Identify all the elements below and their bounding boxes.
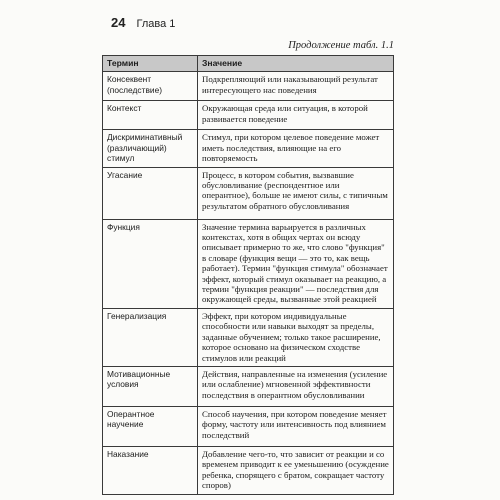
terms-table <box>102 55 394 495</box>
column-header-meaning: Значение <box>198 56 394 72</box>
meaning-cell: Подкрепляющий или наказывающий результат интересующего нас поведения <box>198 72 394 101</box>
meaning-cell: Эффект, при котором индивидуальные способности или навыки выходят за пределы, заданные обучением; только такое расширение, которое основано на физическом сходстве стимулов или реакций <box>198 308 394 366</box>
table-header-row <box>103 56 394 72</box>
meaning-cell: Процесс, в котором события, вызвавшие обусловливание (респондентное или оперантное), больше не имеют силы, с типичным результатом обратного обусловливания <box>198 167 394 219</box>
term-cell: Оперантное научение <box>103 406 198 446</box>
term-cell: Контекст <box>103 101 198 130</box>
running-head <box>111 15 175 30</box>
term-cell: Наказание <box>103 446 198 494</box>
term-cell: Генерализация <box>103 308 198 366</box>
term-cell: Угасание <box>103 167 198 219</box>
term-cell: Функция <box>103 219 198 308</box>
meaning-cell: Добавление чего-то, что зависит от реакции и со временем приводит к ее уменьшению (осуждение ребенка, спорящего с братом, сокращает частоту споров) <box>198 446 394 494</box>
term-cell: Мотивационные условия <box>103 366 198 406</box>
table-row <box>103 366 394 406</box>
meaning-cell: Окружающая среда или ситуация, в которой развивается поведение <box>198 101 394 130</box>
meaning-cell: Способ научения, при котором поведение меняет форму, частоту или интенсивность под влиянием последствий <box>198 406 394 446</box>
meaning-cell: Действия, направленные на изменения (усиление или ослабление) мгновенной эффективности последствия в оперантном обусловливании <box>198 366 394 406</box>
table-row <box>103 308 394 366</box>
table-continuation-note: Продолжение табл. 1.1 <box>288 40 394 51</box>
page-number: 24 <box>111 15 126 30</box>
table-row <box>103 219 394 308</box>
table-row <box>103 446 394 494</box>
meaning-cell: Стимул, при котором целевое поведение может иметь последствия, влияющие на его повторяемость <box>198 130 394 167</box>
table-row <box>103 101 394 130</box>
table-row <box>103 130 394 167</box>
term-cell: Консеквент (последствие) <box>103 72 198 101</box>
column-header-term: Термин <box>103 56 198 72</box>
table-row <box>103 72 394 101</box>
table-row <box>103 167 394 219</box>
term-cell: Дискриминативный (различающий) стимул <box>103 130 198 167</box>
chapter-title: Глава 1 <box>136 18 176 30</box>
table-row <box>103 406 394 446</box>
meaning-cell: Значение термина варьируется в различных контекстах, хотя в общих чертах он всюду описывает примерно то же, что слово "функция" в словаре (функция вещи — это то, как вещь работает). Термин "функция стимула" обозначает эффект, который стимул оказывает на реакцию, а термин "функция реакции" — последствия для окружающей среды, вызванные этой реакцией <box>198 219 394 308</box>
